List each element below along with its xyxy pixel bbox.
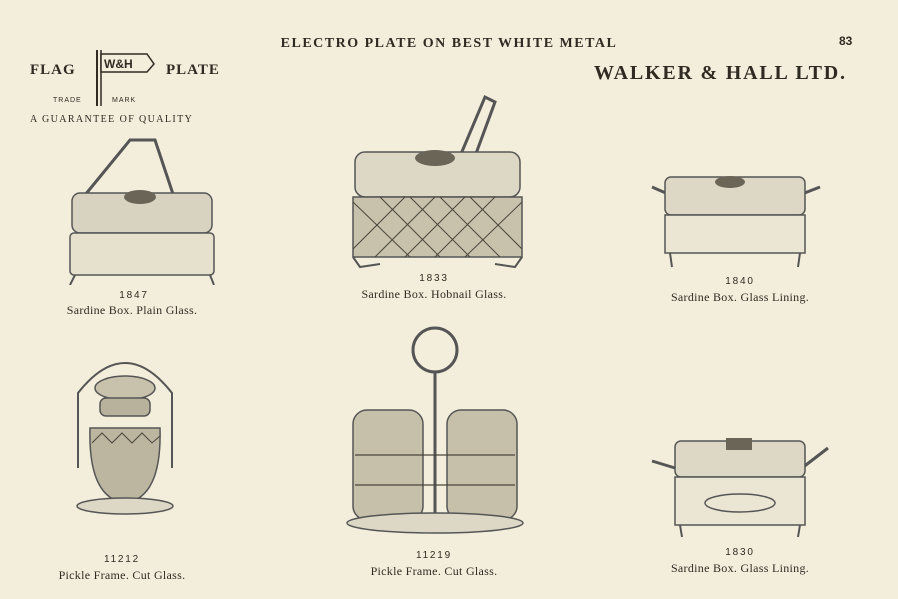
- sardine-box-handles-icon: [650, 436, 830, 541]
- sardine-box-icon: [60, 135, 220, 285]
- flag-text: W&H: [104, 57, 133, 71]
- pickle-frame-11219-illustration: [345, 325, 525, 540]
- pickle-jar-icon: [70, 348, 180, 518]
- logo-guarantee: A GUARANTEE OF QUALITY: [30, 114, 194, 125]
- item-1847-caption: Sardine Box. Plain Glass.: [66, 303, 198, 317]
- sardine-box-1847-illustration: [60, 135, 220, 285]
- sardine-box-1830-illustration: [650, 436, 830, 541]
- item-11212-caption: Pickle Frame. Cut Glass.: [58, 568, 186, 582]
- sardine-box-1833-illustration: [350, 92, 525, 270]
- item-1840-caption: Sardine Box. Glass Lining.: [670, 290, 810, 304]
- hobnail-sardine-box-icon: [350, 92, 525, 270]
- page-number: 83: [839, 34, 853, 48]
- pickle-frame-11212-illustration: [70, 348, 180, 518]
- logo-mark-label: MARK: [112, 97, 137, 104]
- company-name: WALKER & HALL LTD.: [594, 62, 847, 84]
- item-11219-number: 11219: [415, 550, 453, 561]
- sardine-box-1840-illustration: [650, 172, 822, 272]
- item-11219-caption: Pickle Frame. Cut Glass.: [370, 564, 498, 578]
- trade-mark-logo: [30, 48, 260, 130]
- pickle-frame-icon: [345, 325, 525, 540]
- logo-word-plate: PLATE: [166, 62, 220, 78]
- item-1830-number: 1830: [725, 547, 755, 558]
- sardine-box-lined-icon: [650, 172, 822, 272]
- item-1833-number: 1833: [419, 273, 449, 284]
- item-11212-number: 11212: [103, 554, 141, 565]
- item-1847-number: 1847: [119, 290, 149, 301]
- item-1840-number: 1840: [725, 276, 755, 287]
- page-header-title: ELECTRO PLATE ON BEST WHITE METAL: [280, 36, 618, 51]
- logo-trade-label: TRADE: [53, 97, 82, 104]
- item-1833-caption: Sardine Box. Hobnail Glass.: [361, 287, 507, 301]
- item-1830-caption: Sardine Box. Glass Lining.: [670, 561, 810, 575]
- logo-word-flag: FLAG: [30, 62, 76, 78]
